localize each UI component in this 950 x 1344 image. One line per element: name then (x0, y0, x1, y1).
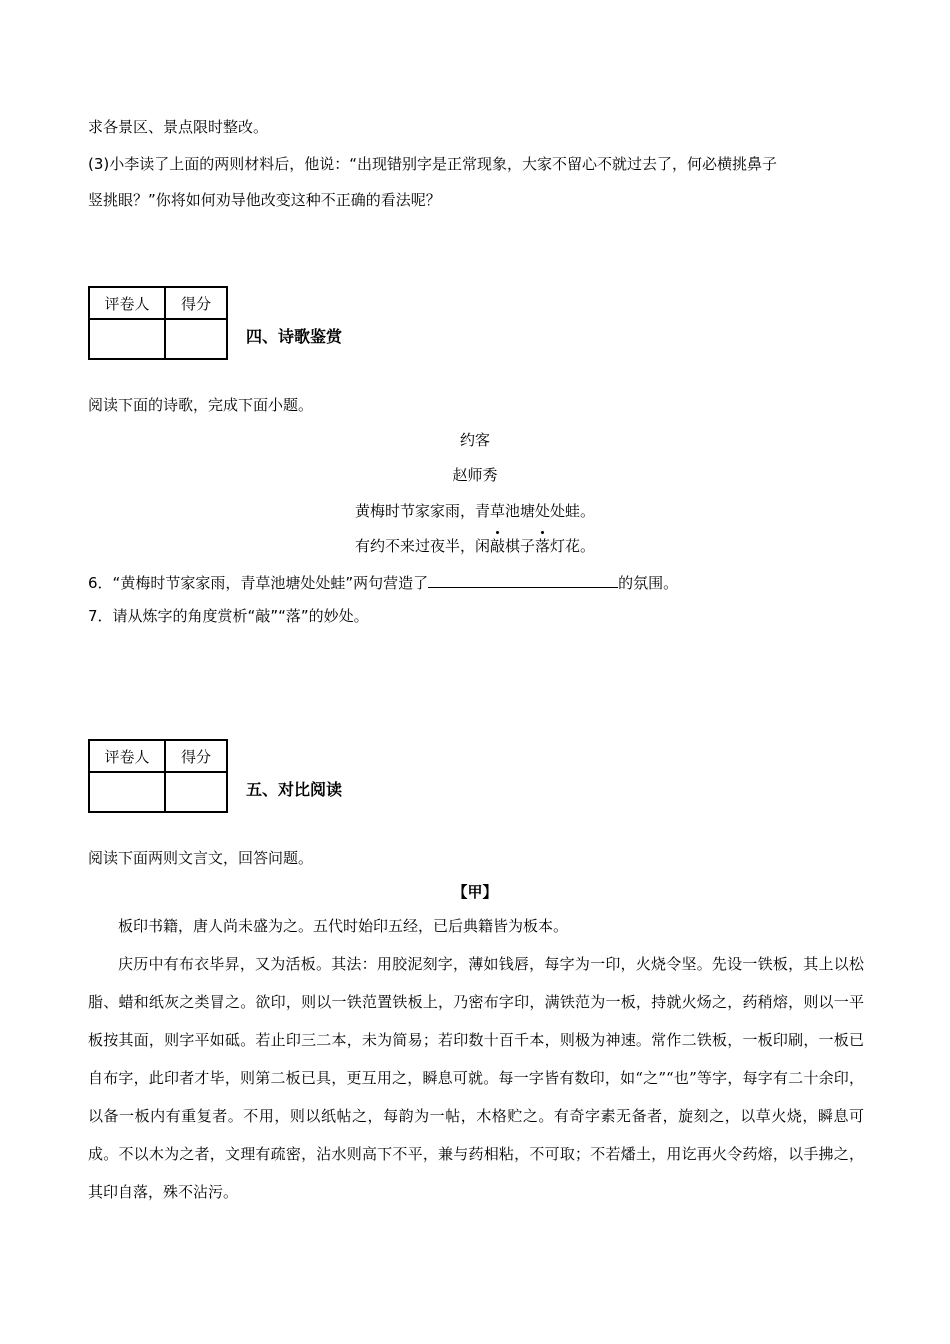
question-3-line-1: (3)小李读了上面的两则材料后，他说：“出现错别字是正常现象，大家不留心不就过去了，何必横挑鼻子 (88, 155, 778, 173)
question-6 (88, 571, 678, 593)
classical-text (88, 907, 864, 1211)
question-6-number: 6． (88, 574, 113, 592)
section-4-instruction: 阅读下面的诗歌，完成下面小题。 (88, 396, 314, 414)
section-4-title: 四、诗歌鉴赏 (246, 327, 343, 346)
continuation-text: 求各景区、景点限时整改。 (88, 118, 269, 136)
poem-author: 赵师秀 (452, 466, 498, 484)
question-6-text: “黄梅时节家家雨，青草池塘处处蛙”两句营造了 (112, 574, 429, 592)
question-7 (88, 606, 369, 626)
score-cell[interactable] (165, 319, 227, 359)
score-table-section-5 (88, 739, 228, 813)
score-table-section-4 (88, 286, 228, 360)
poem-line-2-part-a: 有约不来过夜半，闲 (354, 537, 490, 555)
grader-header: 评卷人 (89, 287, 165, 319)
score-cell[interactable] (165, 772, 227, 812)
poem-line-2-part-e: 灯花。 (550, 537, 596, 555)
part-label-jia: 【甲】 (452, 883, 498, 901)
poem-line-1: 黄梅时节家家雨，青草池塘处处蛙。 (354, 502, 595, 520)
score-header: 得分 (165, 287, 227, 319)
score-header: 得分 (165, 740, 227, 772)
grader-cell[interactable] (89, 772, 165, 812)
question-3-line-2: 竖挑眼？”你将如何劝导他改变这种不正确的看法呢？ (88, 191, 441, 209)
emphasized-char-qiao: 敲 (489, 537, 505, 555)
answer-blank[interactable] (428, 571, 618, 588)
question-7-text: 请从炼字的角度赏析“敲”“落”的妙处。 (112, 607, 369, 625)
poem-title: 约客 (459, 431, 490, 449)
question-6-text-end: 的氛围。 (618, 574, 679, 592)
poem-line-2 (0, 536, 950, 556)
grader-header: 评卷人 (89, 740, 165, 772)
classical-paragraph-2: 庆历中有布衣毕昇，又为活板。其法：用胶泥刻字，薄如钱唇，每字为一印，火烧令坚。先设一铁板，其上以松脂、蜡和纸灰之类冒之。欲印，则以一铁范置铁板上，乃密布字印，满铁范为一板，持就火炀之，药稍熔，则以一平板按其面，则字平如砥。若止印三二本，未为简易；若印数十百千本，则极为神速。常作二铁板，一板印刷，一板已自布字，此印者才毕，则第二板已具，更互用之，瞬息可就。每一字皆有数印，如“之”“也”等字，每字有二十余印，以备一板内有重复者。不用，则以纸帖之，每韵为一帖，木格贮之。有奇字素无备者，旋刻之，以草火烧，瞬息可成。不以木为之者，文理有疏密，沾水则高下不平，兼与药相粘，不可取；不若燔土，用讫再火令药熔，以手拂之，其印自落，殊不沾污。 (88, 955, 864, 1201)
question-7-number: 7． (88, 607, 113, 625)
poem-line-2-part-c: 棋子 (504, 537, 535, 555)
emphasized-char-luo: 落 (535, 537, 551, 555)
section-5-title: 五、对比阅读 (246, 780, 343, 799)
classical-paragraph-1: 板印书籍，唐人尚未盛为之。五代时始印五经，已后典籍皆为板本。 (118, 917, 569, 935)
section-5-instruction: 阅读下面两则文言文，回答问题。 (88, 849, 314, 867)
grader-cell[interactable] (89, 319, 165, 359)
